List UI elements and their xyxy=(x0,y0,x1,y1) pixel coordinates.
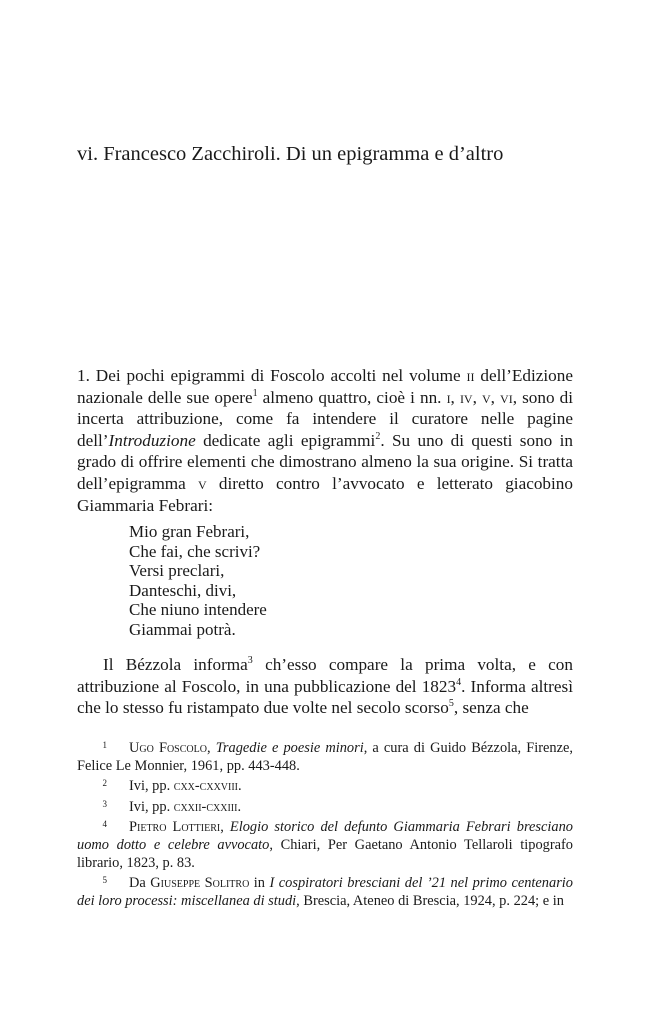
footnote-3 xyxy=(77,796,573,817)
footnote-ref-4[interactable]: 4 xyxy=(456,676,462,688)
footnote-5 xyxy=(77,872,573,910)
poem-verse: Versi preclari, xyxy=(129,561,225,581)
para2-text-4: , senza che xyxy=(453,698,529,718)
poem-verse: Giammai potrà. xyxy=(129,619,236,639)
chapter-title xyxy=(77,140,577,168)
footnote-4 xyxy=(77,816,573,872)
footnote-text: Ivi, pp. xyxy=(129,798,174,815)
poem-verse: Mio gran Febrari, xyxy=(129,522,250,541)
poem-verse: Danteschi, divi, xyxy=(129,580,237,600)
footnote-pages: cxx-cxxviii xyxy=(173,778,239,795)
footnote-number: 4 xyxy=(102,819,107,830)
para2-text-2: ch’esso compare la prima volta, e con attribuzione al Foscolo, in una pubblicazione del 1823 xyxy=(77,655,573,696)
para1-text-2: dell’Edizione nazionale delle sue opere xyxy=(77,366,573,407)
para2-text-3: . Informa altresì che lo stesso fu ristampato due volte nel secolo scorso xyxy=(77,676,573,718)
footnote-ref-2[interactable]: 2 xyxy=(375,430,381,442)
footnote-author: Pietro Lottieri xyxy=(129,819,221,836)
footnote-number: 5 xyxy=(102,875,107,886)
para1-text-6: . Su uno di questi sono in grado di offrire elementi che dimostrano almeno la sua origine. Si tratta dell’epigramma xyxy=(77,430,574,493)
footnote-author: Ugo Foscolo xyxy=(129,740,207,756)
poem-verse: Che fai, che scrivi? xyxy=(129,541,261,561)
poem-verse: Che niuno intendere xyxy=(129,600,267,620)
footnote-separator: , xyxy=(206,740,216,756)
para1-epigram-v: v xyxy=(198,473,207,493)
footnote-text: , a cura di Guido Bézzola, Firenze, Felice Le Monnier, 1961, pp. 443-448. xyxy=(77,740,573,774)
footnote-text: Ivi, pp. xyxy=(129,778,174,795)
epigram-poem xyxy=(129,522,267,640)
footnote-text: , Chiari, Per Gaetano Antonio Tellaroli tipografo librario, 1823, p. 83. xyxy=(77,836,573,871)
footnote-title: Elogio storico del defunto Giammaria Febrari bresciano uomo dotto e celebre avvocato xyxy=(77,819,573,853)
footnote-ref-3[interactable]: 3 xyxy=(247,655,253,666)
footnote-ref-5[interactable]: 5 xyxy=(448,698,454,710)
para1-text-4: , sono di incerta attribuzione, come fa intendere il curatore nelle pagine dell’ xyxy=(77,387,574,450)
chapter-title-text: vi. Francesco Zacchiroli. Di un epigramma e d’altro xyxy=(77,143,504,165)
footnotes xyxy=(77,737,573,910)
footnote-number: 1 xyxy=(102,740,107,750)
para1-text-3: almeno quattro, cioè i nn. xyxy=(257,387,447,407)
para1-text-5: dedicate agli epigrammi xyxy=(195,430,376,450)
para1-volume-number: ii xyxy=(466,366,475,385)
para1-text-7: diretto contro l’avvocato e letterato giacobino Giammaria Febrari: xyxy=(77,473,573,515)
para1-text-1: 1. Dei pochi epigrammi di Foscolo accolti nel volume xyxy=(77,366,467,385)
footnote-ref-1[interactable]: 1 xyxy=(252,387,258,399)
paragraph-2 xyxy=(77,654,573,719)
footnote-number: 3 xyxy=(102,798,107,809)
footnote-text: , Brescia, Ateneo di Brescia, 1924, p. 224; e in xyxy=(296,892,564,909)
footnote-text: Da xyxy=(129,875,151,892)
footnote-text: in xyxy=(249,875,270,892)
footnote-separator: , xyxy=(220,819,230,836)
para2-text-1: Il Bézzola informa xyxy=(103,655,248,674)
para1-introduzione: Introduzione xyxy=(108,430,196,450)
footnote-title: Tragedie e poesie minori xyxy=(215,740,364,756)
paragraph-1 xyxy=(77,365,573,516)
footnote-author: Giuseppe Solitro xyxy=(150,875,250,892)
para1-epigram-numbers: i, iv, v, vi xyxy=(446,387,513,407)
footnote-2 xyxy=(77,775,573,796)
footnote-text: . xyxy=(238,778,242,795)
footnote-1 xyxy=(77,737,573,775)
footnote-text: . xyxy=(237,798,242,815)
footnote-pages: cxxii-cxxiii xyxy=(173,798,238,815)
footnote-title: I cospiratori bresciani del ’21 nel primo centenario dei loro processi: miscellanea di studi xyxy=(77,875,573,909)
footnote-number: 2 xyxy=(102,778,107,789)
